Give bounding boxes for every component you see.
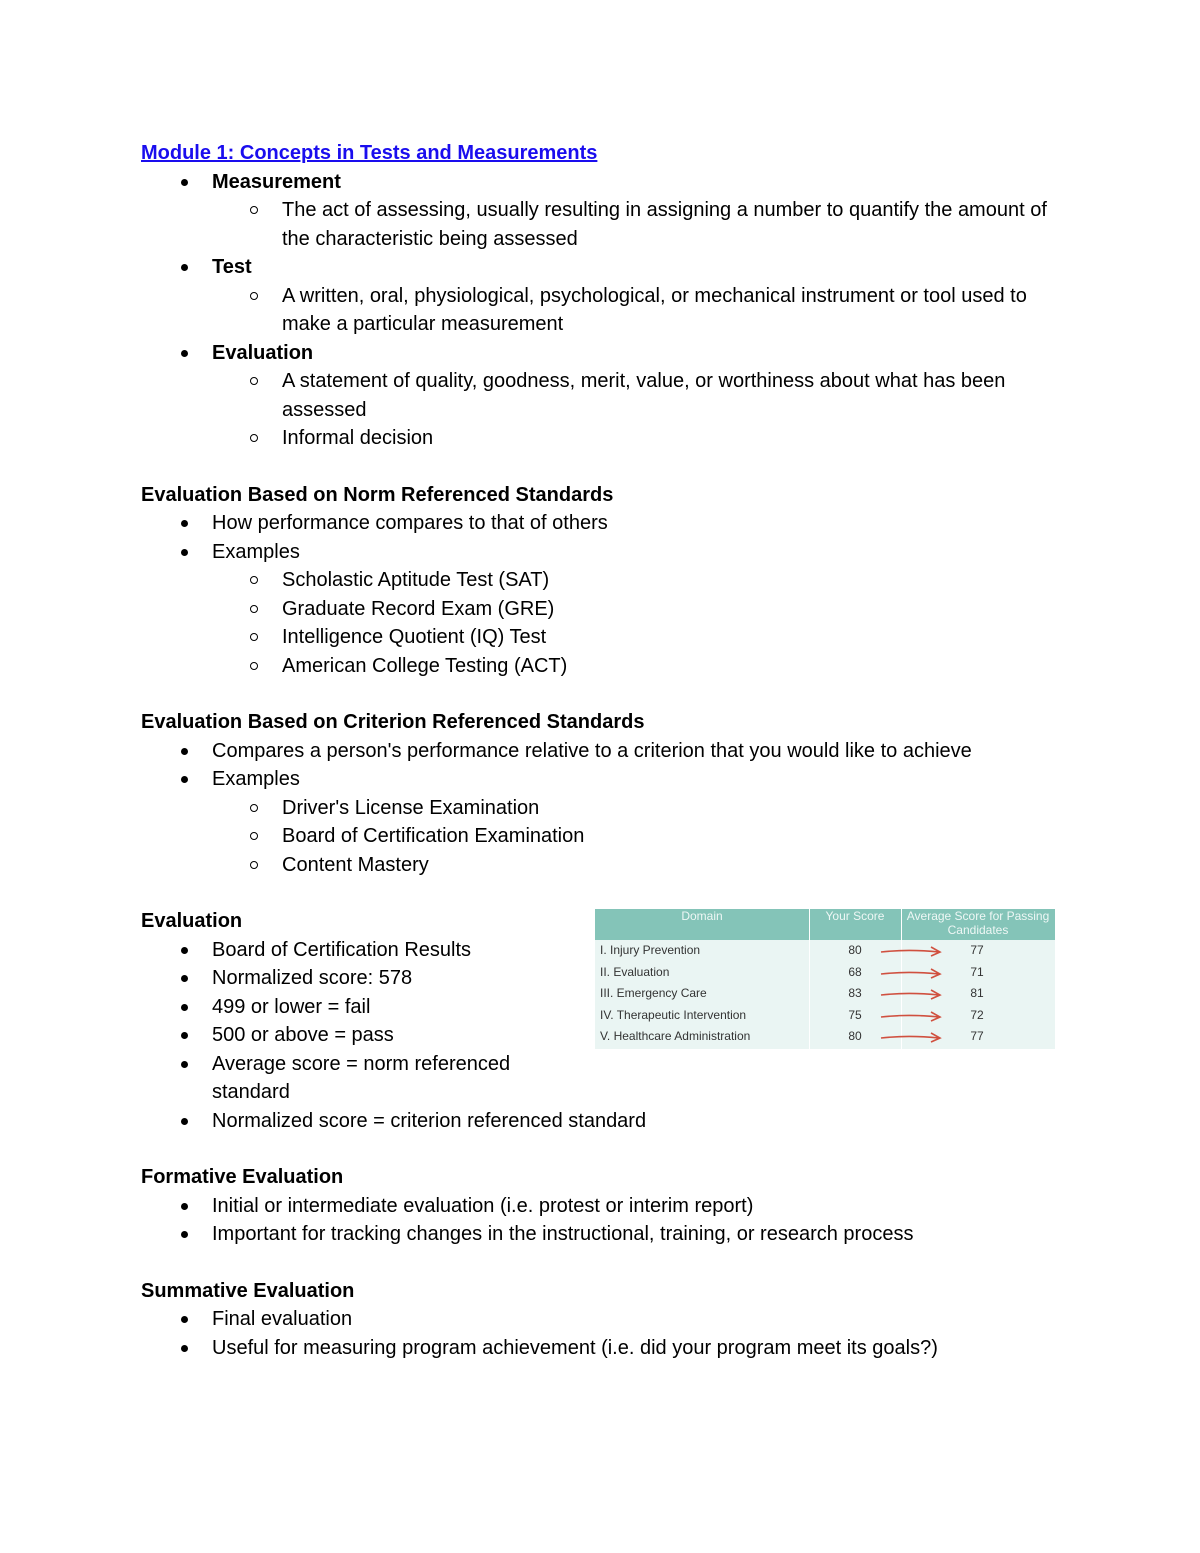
criterion-list	[141, 737, 1061, 880]
sub-list-item: Driver's License Examination	[141, 794, 1061, 823]
sub-list-item: Informal decision	[141, 424, 1061, 453]
table-row: I. Injury Prevention 80 77	[600, 943, 984, 957]
sub-list-item: The act of assessing, usually resulting in assigning a number to quantify the amount of the characteristic being assessed	[141, 196, 1061, 253]
score-table-header	[595, 909, 1055, 940]
arrow-right-icon	[879, 1009, 945, 1023]
list-item: How performance compares to that of others	[141, 509, 1061, 538]
arrow-right-icon	[879, 1030, 945, 1044]
list-item: Evaluation	[141, 339, 1061, 368]
list-item: Important for tracking changes in the instructional, training, or research process	[141, 1220, 1061, 1249]
arrow-right-icon	[879, 944, 945, 958]
list-item: Examples	[141, 538, 1061, 567]
sub-list-item: Graduate Record Exam (GRE)	[141, 595, 1061, 624]
list-item: 499 or lower = fail	[141, 993, 1061, 1022]
sub-list-item: Content Mastery	[141, 851, 1061, 880]
list-item: Board of Certification Results	[141, 936, 1061, 965]
score-report-image	[595, 909, 1055, 1049]
sub-list-item: Scholastic Aptitude Test (SAT)	[141, 566, 1061, 595]
section-heading-evaluation: Evaluation	[141, 910, 243, 932]
list-item: Measurement	[141, 168, 1061, 197]
section-heading-norm: Evaluation Based on Norm Referenced Standards	[141, 483, 614, 506]
summative-list	[141, 1305, 1061, 1362]
module-title-line	[141, 139, 1061, 168]
list-item: Useful for measuring program achievement (i.e. did your program meet its goals?)	[141, 1334, 1061, 1363]
list-item: Normalized score = criterion referenced standard	[141, 1107, 1061, 1136]
arrow-right-icon	[879, 987, 945, 1001]
list-item: Examples	[141, 765, 1061, 794]
sub-list-item: A statement of quality, goodness, merit, value, or worthiness about what has been assessed	[141, 367, 1061, 424]
sub-list-item: A written, oral, physiological, psychological, or mechanical instrument or tool used to make a particular measurement	[141, 282, 1061, 339]
sub-list-item: Intelligence Quotient (IQ) Test	[141, 623, 1061, 652]
section-heading-criterion: Evaluation Based on Criterion Referenced Standards	[141, 711, 645, 733]
module-list	[141, 168, 1061, 453]
list-item: 500 or above = pass	[141, 1021, 1061, 1050]
list-item: Compares a person's performance relative to a criterion that you would like to achieve	[141, 737, 1061, 766]
table-row: IV. Therapeutic Intervention 75 72	[600, 1007, 984, 1022]
header-domain: Domain	[681, 909, 723, 923]
arrow-right-icon	[879, 966, 945, 980]
norm-list	[141, 509, 1061, 680]
sub-list-item: American College Testing (ACT)	[141, 652, 1061, 681]
document-body	[141, 139, 1061, 1362]
list-item: Initial or intermediate evaluation (i.e. protest or interim report)	[141, 1192, 1061, 1221]
list-item: Average score = norm referenced standard	[141, 1050, 1061, 1107]
table-row: III. Emergency Care 83 81	[600, 986, 984, 1001]
list-item: Normalized score: 578	[141, 964, 1061, 993]
table-row: V. Healthcare Administration 80 77	[600, 1029, 984, 1044]
header-average-score: Average Score for Passing Candidates	[906, 909, 1050, 937]
section-heading-summative: Summative Evaluation	[141, 1279, 355, 1302]
header-your-score: Your Score	[825, 909, 885, 923]
table-row: II. Evaluation 68 71	[600, 964, 984, 979]
sub-list-item: Board of Certification Examination	[141, 822, 1061, 851]
list-item: Test	[141, 253, 1061, 282]
formative-list	[141, 1192, 1061, 1249]
section-heading-formative: Formative Evaluation	[141, 1166, 344, 1188]
list-item: Final evaluation	[141, 1305, 1061, 1334]
module-title-link[interactable]: Module 1: Concepts in Tests and Measurements	[141, 142, 598, 164]
